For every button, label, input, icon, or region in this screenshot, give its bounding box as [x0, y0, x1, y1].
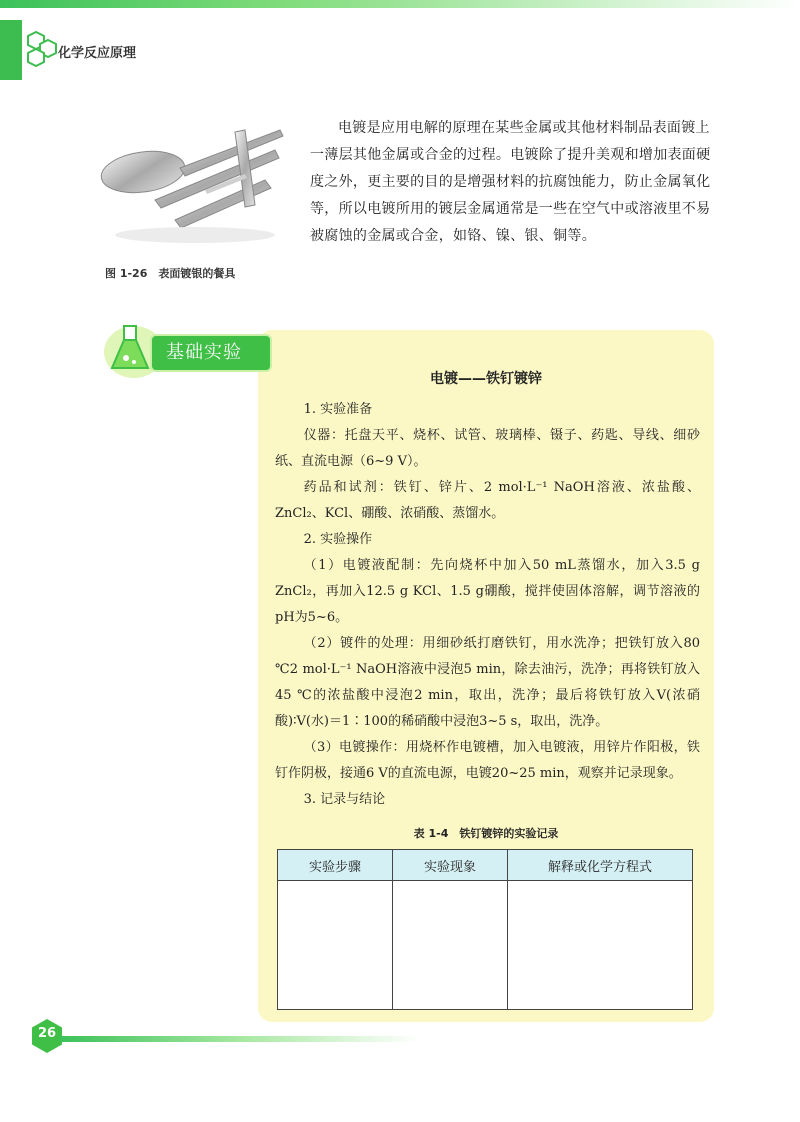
- paragraph: （3）电镀操作：用烧杯作电镀槽，加入电镀液，用锌片作阳极，铁钉作阴极，接通6 V的直流电源，电镀20~25 min，观察并记录现象。: [275, 740, 700, 781]
- experiment-body: [275, 397, 700, 813]
- table-header-row: [278, 850, 693, 881]
- footer-bar: [60, 1036, 420, 1042]
- record-table: [277, 849, 693, 1010]
- paragraph: （1）电镀液配制：先向烧杯中加入50 mL蒸馏水，加入3.5 g ZnCl₂，再加入12.5 g KCl、1.5 g硼酸，搅拌使固体溶解，调节溶液的pH为5~6。: [275, 558, 700, 625]
- table-header-cell: 实验现象: [393, 850, 508, 881]
- table-header-cell: 解释或化学方程式: [508, 850, 693, 881]
- table-cell: [278, 881, 393, 1010]
- experiment-title: 电镀——铁钉镀锌: [430, 371, 542, 387]
- table-row: [278, 881, 693, 1010]
- table-header-cell: 实验步骤: [278, 850, 393, 881]
- figure-caption: 图 1-26 表面镀银的餐具: [105, 267, 236, 280]
- step-heading: 1. 实验准备: [303, 402, 373, 417]
- step-heading: 2. 实验操作: [303, 532, 373, 547]
- paragraph: 药品和试剂：铁钉、锌片、2 mol·L⁻¹ NaOH溶液、浓盐酸、ZnCl₂、KCl、硼酸、浓硝酸、蒸馏水。: [275, 480, 700, 521]
- hexagon-logo-icon: [26, 30, 60, 70]
- page-number: 26: [37, 1026, 57, 1041]
- intro-paragraph: 电镀是应用电解的原理在某些金属或其他材料制品表面镀上一薄层其他金属或合金的过程。电镀除了提升美观和增加表面硬度之外，更主要的目的是增强材料的抗腐蚀能力，防止金属氧化等，所以电镀所用的镀层金属通常是一些在空气中或溶液里不易被腐蚀的金属或合金，如铬、镍、银、铜等。: [310, 120, 711, 244]
- header-title: 化学反应原理: [58, 46, 137, 61]
- table-caption: 表 1-4 铁钉镀锌的实验记录: [413, 827, 559, 840]
- paragraph: （2）镀件的处理：用细砂纸打磨铁钉，用水洗净；把铁钉放入80 ℃2 mol·L⁻¹ NaOH溶液中浸泡5 min，除去油污，洗净；再将铁钉放入45 ℃的浓盐酸中浸泡2 min，取出，洗净；最后将铁钉放入V(浓硝酸)∶V(水)＝1∶100的稀硝酸中浸泡3~5 s，取出，洗净。: [275, 636, 700, 729]
- header-green-block: [0, 20, 22, 80]
- header-bar: [0, 0, 800, 8]
- section-label: 基础实验: [152, 336, 270, 370]
- table-cell: [393, 881, 508, 1010]
- table-cell: [508, 881, 693, 1010]
- paragraph: 仪器：托盘天平、烧杯、试管、玻璃棒、镊子、药匙、导线、细砂纸、直流电源（6~9 V）。: [275, 428, 700, 469]
- step-heading: 3. 记录与结论: [303, 792, 386, 807]
- silver-cutlery-image: [95, 110, 290, 250]
